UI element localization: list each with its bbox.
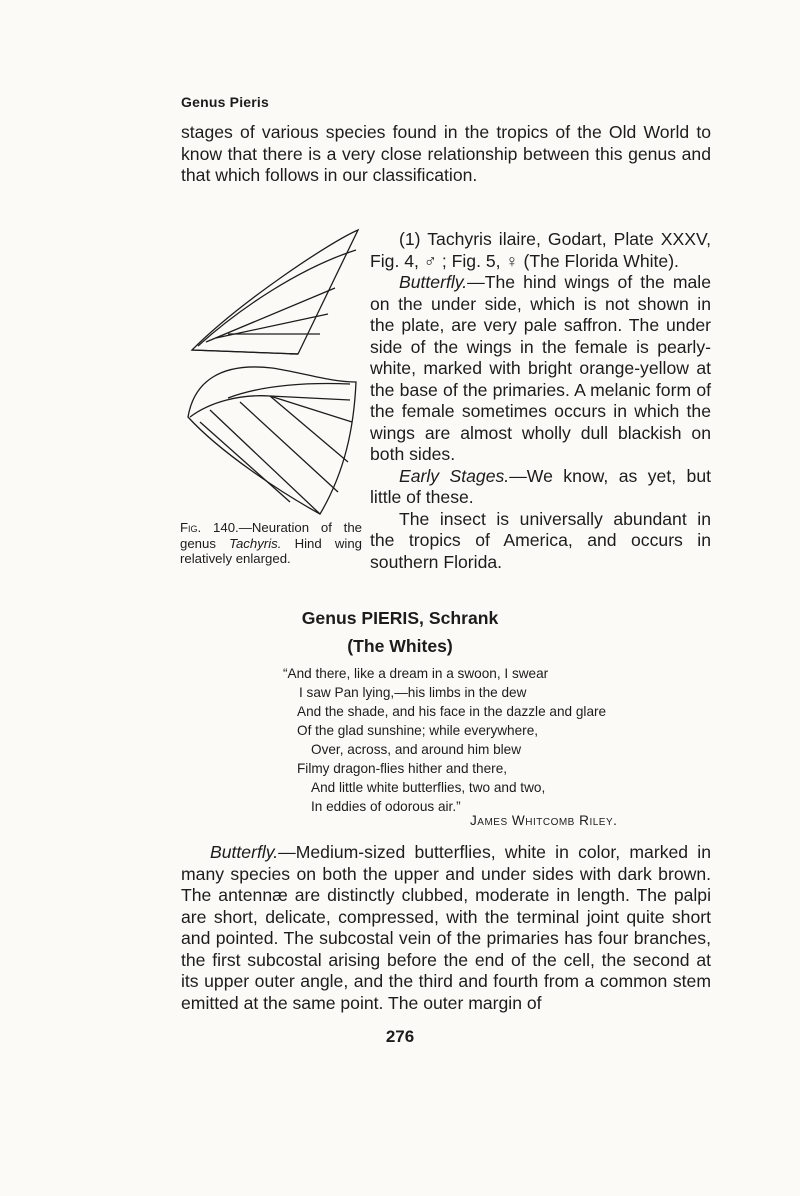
insect-paragraph: The insect is universally abundant in the tropics of America, and occurs in southern Florida. bbox=[370, 508, 711, 572]
poem-line: Of the glad sunshine; while everywhere, bbox=[297, 723, 539, 738]
poem-line: In eddies of odorous air.” bbox=[311, 799, 461, 814]
butterfly-label: Butterfly. bbox=[399, 272, 468, 292]
poem-line: “And there, like a dream in a swoon, I swear bbox=[283, 666, 549, 681]
early-stages-paragraph bbox=[370, 466, 711, 509]
genus-title: Genus PIERIS, Schrank bbox=[301, 608, 499, 628]
species-heading: (1) Tachyris ilaire, Godart, Plate XXXV, Fig. 4, ♂ ; Fig. 5, ♀ (The Florida White). bbox=[370, 229, 711, 271]
poem-author: James Whitcomb Riley. bbox=[470, 813, 618, 828]
genus-butterfly-label: Butterfly. bbox=[210, 842, 279, 862]
figure-caption bbox=[180, 520, 362, 567]
genus-description bbox=[181, 842, 711, 1014]
butterfly-text: —The hind wings of the male on the under side, which is not shown in the plate, are very pale saffron. The under side of the wings in the female is pearly-white, marked with bright orange-yellow at the base of the primaries. A melanic form of the female sometimes occurs in which the wings are almost wholly dull blackish on both sides. bbox=[370, 272, 711, 464]
figure-caption-b: Hind wing relatively enlarged. bbox=[180, 535, 362, 566]
poem-line: Filmy dragon-flies hither and there, bbox=[297, 761, 508, 776]
genus-subtitle: (The Whites) bbox=[347, 636, 453, 656]
figure-caption-genus: Tachyris. bbox=[229, 535, 282, 551]
poem-line: I saw Pan lying,—his limbs in the dew bbox=[299, 685, 527, 700]
early-stages-label: Early Stages. bbox=[399, 465, 510, 486]
early-stages-text: —We know, as yet, but little of these. bbox=[370, 465, 711, 507]
figure-label: Fig. 140. bbox=[180, 520, 239, 535]
wing-neuration-figure bbox=[180, 222, 360, 522]
poem-line: And little white butterflies, two and two, bbox=[311, 780, 546, 795]
running-head: Genus Pieris bbox=[181, 94, 269, 110]
poem bbox=[283, 664, 623, 816]
genus-butterfly-paragraph bbox=[181, 842, 711, 1014]
figure-caption-a: —Neuration of the genus bbox=[180, 520, 362, 551]
intro-paragraph: stages of various species found in the tropics of the Old World to know that there is a very close relationship between this genus and that which follows in our classification. bbox=[181, 122, 711, 185]
poem-line: Over, across, and around him blew bbox=[311, 742, 522, 757]
page-number: 276 bbox=[385, 1027, 415, 1046]
genus-butterfly-text: —Medium-sized butterflies, white in color, marked in many species on both the upper and under sides with dark brown. The antennæ are distinctly clubbed, moderate in length. The palpi are short, delicate, compressed, with the terminal joint quite short and pointed. The subcostal vein of the primaries has four branches, the first subcostal arising before the end of the cell, the second at its upper outer angle, and the third and fourth from a common stem emitted at the same point. The outer margin of bbox=[181, 842, 711, 1013]
poem-line: And the shade, and his face in the dazzle and glare bbox=[297, 704, 607, 719]
species-butterfly-paragraph bbox=[370, 272, 711, 466]
species-column bbox=[370, 229, 711, 573]
